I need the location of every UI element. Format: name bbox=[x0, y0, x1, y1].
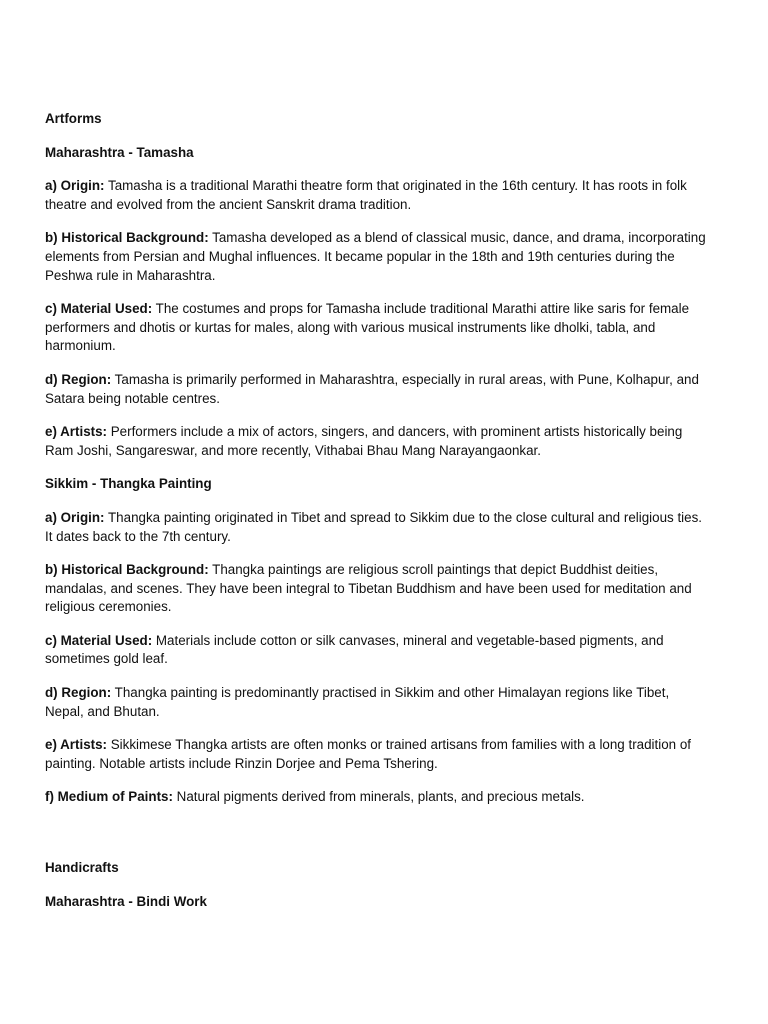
item-text: Thangka painting is predominantly practised in Sikkim and other Himalayan regions like Tibet, Nepal, and Bhutan. bbox=[45, 685, 670, 719]
thangka-artists bbox=[45, 736, 710, 773]
handicrafts-heading: Handicrafts bbox=[45, 860, 119, 876]
item-text: Tamasha developed as a blend of classical music, dance, and drama, incorporating elements from Persian and Mughal influences. It became popular in the 18th and 19th centuries during the Peshwa rule in Maharashtra. bbox=[45, 230, 706, 283]
item-label: d) Region: bbox=[45, 685, 112, 701]
item-label: e) Artists: bbox=[45, 737, 108, 753]
tamasha-material bbox=[45, 300, 710, 356]
item-text: Tamasha is primarily performed in Maharashtra, especially in rural areas, with Pune, Kolhapur, and Satara being notable centres. bbox=[45, 371, 699, 406]
item-text: Thangka paintings are religious scroll paintings that depict Buddhist deities, mandalas, and scenes. They have been integral to Tibetan Buddhism and have been used for meditation and religious ceremonies. bbox=[45, 562, 692, 615]
section-title-thangka: Sikkim - Thangka Painting bbox=[45, 476, 212, 492]
item-label: c) Material Used: bbox=[45, 632, 153, 648]
item-text: Sikkimese Thangka artists are often monks or trained artisans from families with a long tradition of painting. Notable artists include Rinzin Dorjee and Pema Tshering. bbox=[45, 737, 692, 771]
item-label: d) Region: bbox=[45, 371, 112, 387]
item-text: Performers include a mix of actors, singers, and dancers, with prominent artists historically being Ram Joshi, Sangareswar, and more recently, Vithabai Bhau Mang Narayangaonkar. bbox=[45, 424, 683, 458]
thangka-history bbox=[45, 561, 710, 617]
thangka-origin bbox=[45, 509, 710, 546]
section-title-bindi: Maharashtra - Bindi Work bbox=[45, 893, 207, 909]
tamasha-artists bbox=[45, 423, 710, 460]
thangka-medium bbox=[45, 788, 710, 807]
item-text: Materials include cotton or silk canvases, mineral and vegetable-based pigments, and sometimes gold leaf. bbox=[45, 632, 664, 667]
item-text: Natural pigments derived from minerals, plants, and precious metals. bbox=[172, 789, 585, 805]
section-title-tamasha: Maharashtra - Tamasha bbox=[45, 144, 194, 160]
item-label: b) Historical Background: bbox=[45, 230, 209, 246]
tamasha-origin bbox=[45, 177, 710, 214]
artforms-heading: Artforms bbox=[45, 111, 102, 126]
item-label: f) Medium of Paints: bbox=[45, 789, 173, 805]
item-label: c) Material Used: bbox=[45, 301, 153, 317]
item-text: Thangka painting originated in Tibet and spread to Sikkim due to the close cultural and religious ties. It dates back to the 7th century. bbox=[45, 509, 703, 544]
item-label: b) Historical Background: bbox=[45, 562, 209, 578]
thangka-region bbox=[45, 684, 710, 721]
item-text: The costumes and props for Tamasha include traditional Marathi attire like saris for female performers and dhotis or kurtas for males, along with various musical instruments like dholki, tabla, and harmonium. bbox=[45, 301, 690, 354]
tamasha-region bbox=[45, 371, 710, 408]
item-label: a) Origin: bbox=[45, 178, 105, 194]
tamasha-history bbox=[45, 229, 710, 285]
document-page bbox=[45, 110, 710, 911]
thangka-material bbox=[45, 632, 710, 669]
item-label: a) Origin: bbox=[45, 509, 105, 525]
item-text: Tamasha is a traditional Marathi theatre form that originated in the 16th century. It has roots in folk theatre and evolved from the ancient Sanskrit drama tradition. bbox=[45, 178, 687, 212]
item-label: e) Artists: bbox=[45, 424, 108, 440]
